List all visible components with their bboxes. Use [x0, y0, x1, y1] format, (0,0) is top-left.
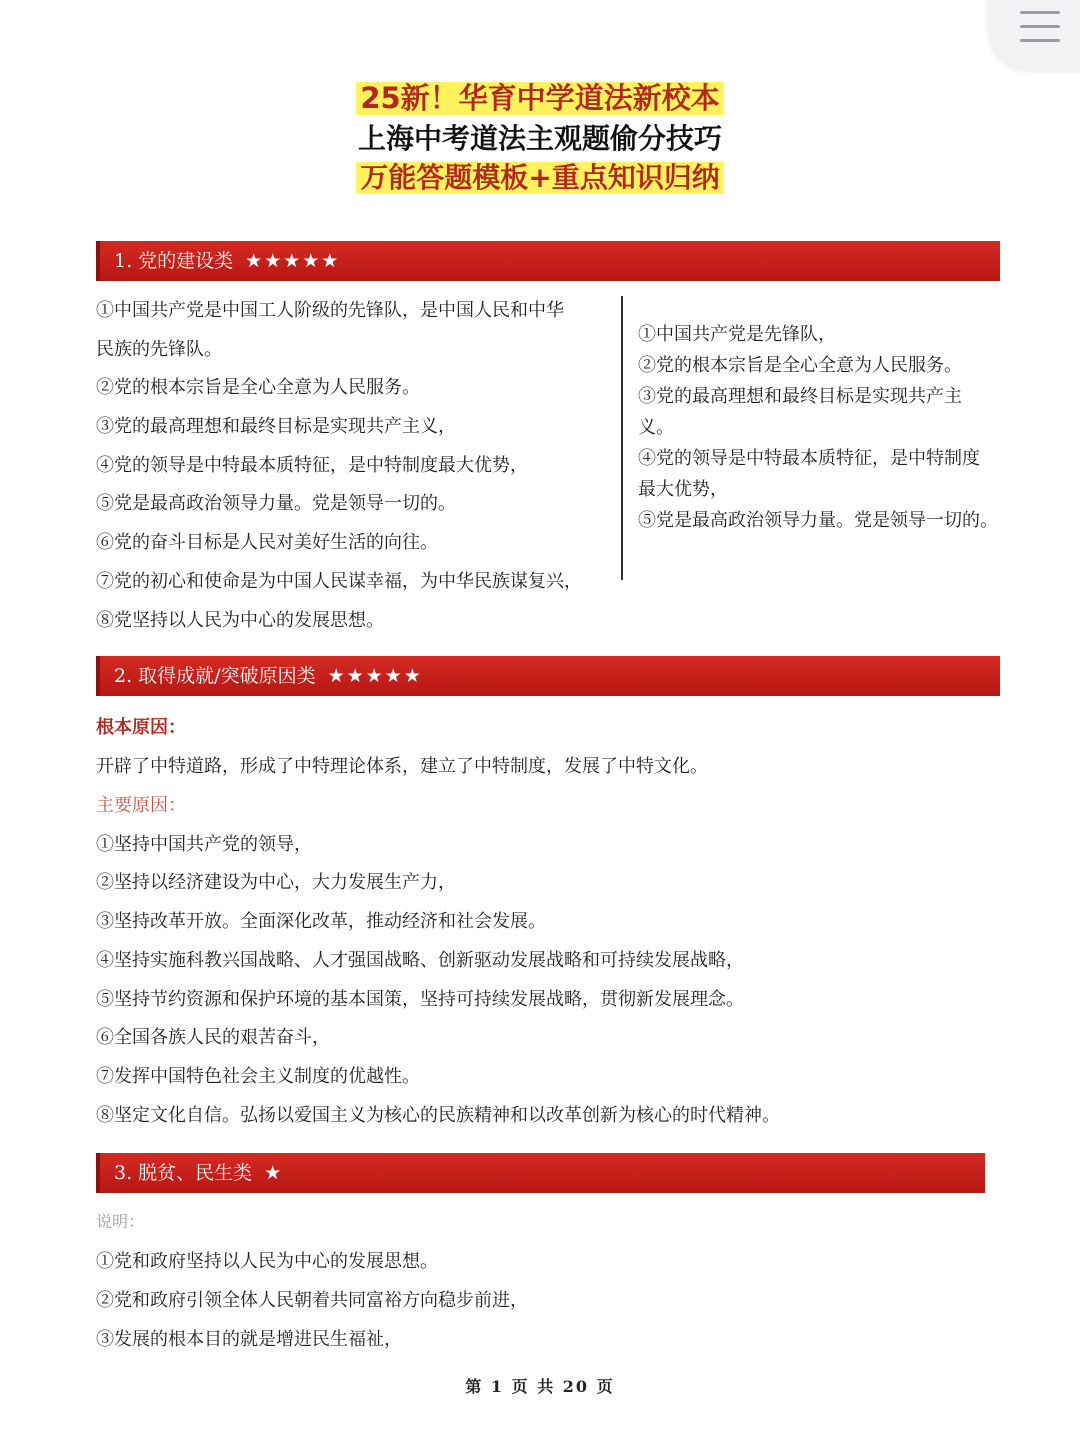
summary-item: 最大优势， [638, 479, 728, 500]
root-cause-text: 开辟了中特道路，形成了中特理论体系，建立了中特制度，发展了中特文化。 [96, 756, 708, 777]
list-item: ②党的根本宗旨是全心全意为人民服务。 [96, 377, 420, 398]
title-line-2: 上海中考道法主观题偷分技巧 [357, 122, 722, 156]
list-item: ①坚持中国共产党的领导， [96, 834, 312, 855]
list-item: ③党的最高理想和最终目标是实现共产主义， [96, 416, 456, 437]
menu-icon [1020, 11, 1060, 14]
document-title [0, 82, 1080, 194]
summary-item: 义。 [638, 417, 674, 438]
star-rating: ★★★★★ [245, 250, 341, 272]
list-item: ⑤党是最高政治领导力量。党是领导一切的。 [96, 493, 456, 514]
list-item: ⑧坚定文化自信。弘扬以爱国主义为核心的民族精神和以改革创新为核心的时代精神。 [96, 1105, 780, 1126]
list-item: ⑦党的初心和使命是为中国人民谋幸福，为中华民族谋复兴， [96, 571, 582, 592]
list-item: ②坚持以经济建设为中心，大力发展生产力， [96, 872, 456, 893]
summary-item: ⑤党是最高政治领导力量。党是领导一切的。 [638, 510, 998, 531]
section-heading-text: 1. 党的建设类 [114, 250, 234, 272]
summary-item: ①中国共产党是先锋队， [638, 324, 836, 345]
title-line-3: 万能答题模板+重点知识归纳 [356, 162, 723, 194]
column-divider [621, 296, 623, 580]
star-rating: ★★★★★ [327, 665, 423, 687]
list-item: ⑥全国各族人民的艰苦奋斗， [96, 1027, 330, 1048]
list-item: ⑧党坚持以人民为中心的发展思想。 [96, 610, 384, 631]
star-rating: ★ [264, 1162, 284, 1184]
section-2-heading [96, 656, 1000, 696]
summary-item: ④党的领导是中特最本质特征，是中特制度 [638, 448, 980, 469]
list-item: 民族的先锋队。 [96, 339, 222, 360]
list-item: ③坚持改革开放。全面深化改革，推动经济和社会发展。 [96, 911, 546, 932]
list-item: ⑤坚持节约资源和保护环境的基本国策，坚持可持续发展战略，贯彻新发展理念。 [96, 989, 744, 1010]
list-item: ⑥党的奋斗目标是人民对美好生活的向往。 [96, 532, 438, 553]
section-3-heading [96, 1153, 985, 1193]
list-item: ①党和政府坚持以人民为中心的发展思想。 [96, 1251, 438, 1272]
section-1-heading [96, 241, 1000, 281]
main-cause-label: 主要原因： [96, 795, 186, 816]
title-line-1: 25新！华育中学道法新校本 [356, 82, 723, 115]
list-item: ②党和政府引领全体人民朝着共同富裕方向稳步前进， [96, 1290, 528, 1311]
list-item: ①中国共产党是中国工人阶级的先锋队，是中国人民和中华 [96, 300, 564, 321]
root-cause-label: 根本原因： [96, 717, 186, 738]
list-item: ④坚持实施科教兴国战略、人才强国战略、创新驱动发展战略和可持续发展战略， [96, 950, 744, 971]
section-heading-text: 3. 脱贫、民生类 [114, 1162, 253, 1184]
list-item: ③发展的根本目的就是增进民生福祉， [96, 1329, 402, 1350]
summary-item: ②党的根本宗旨是全心全意为人民服务。 [638, 355, 962, 376]
menu-button[interactable] [990, 0, 1080, 70]
page-number: 第 1 页 共 20 页 [465, 1377, 615, 1396]
list-item: ④党的领导是中特最本质特征，是中特制度最大优势， [96, 455, 528, 476]
list-item: ⑦发挥中国特色社会主义制度的优越性。 [96, 1066, 420, 1087]
summary-item: ③党的最高理想和最终目标是实现共产主 [638, 386, 962, 407]
section-heading-text: 2. 取得成就/突破原因类 [114, 665, 316, 687]
note-label: 说明： [96, 1212, 145, 1231]
